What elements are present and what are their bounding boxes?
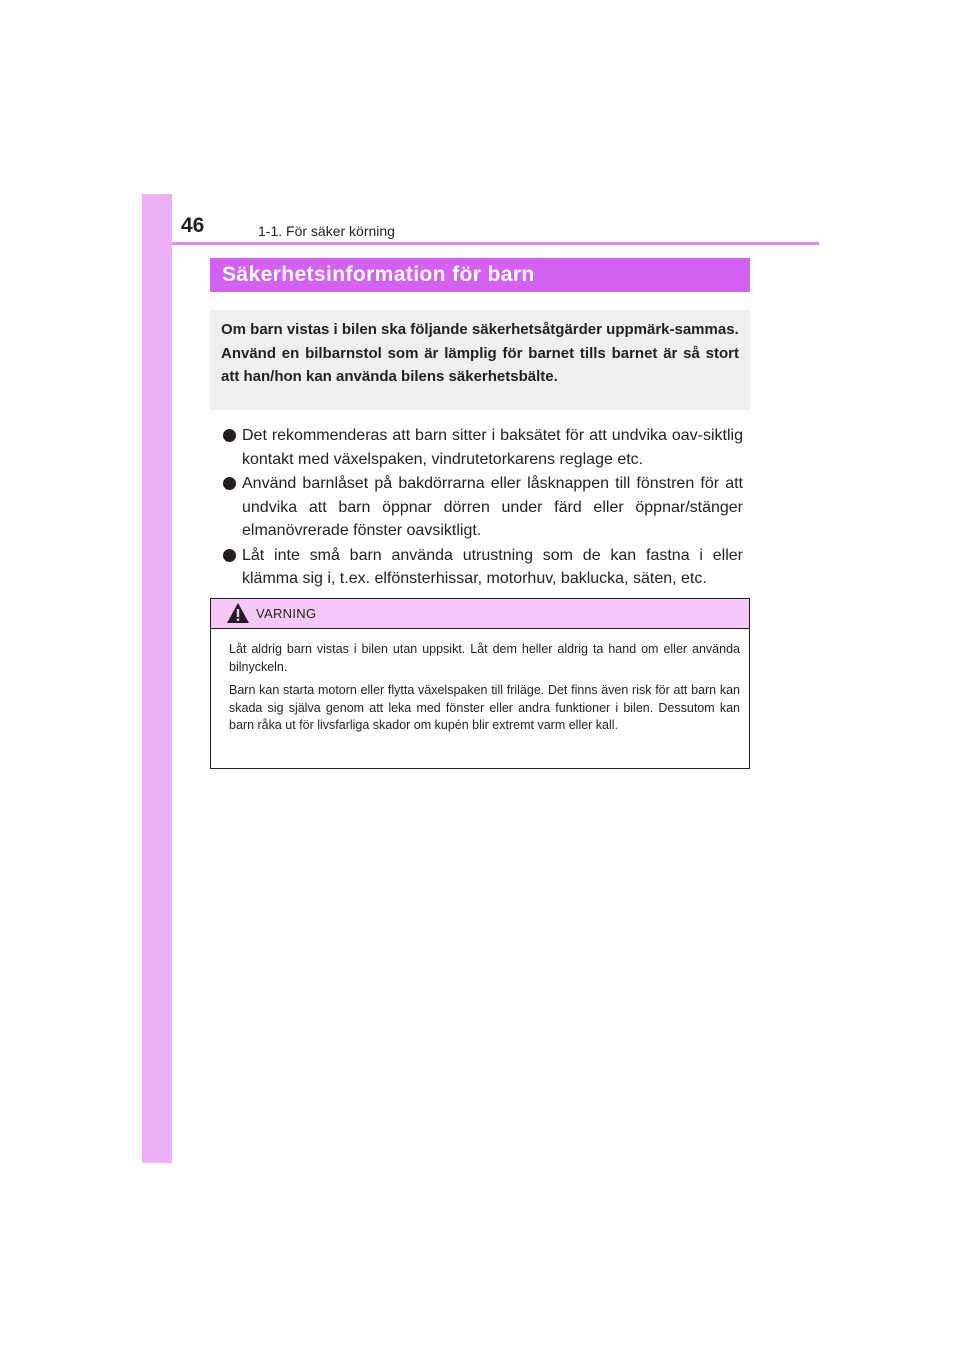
intro-box — [210, 310, 750, 410]
bullet-list — [213, 424, 743, 592]
bullet-icon — [223, 429, 236, 442]
warning-body — [229, 641, 740, 741]
title-banner — [210, 258, 750, 292]
header-divider — [172, 242, 819, 245]
intro-paragraph: Om barn vistas i bilen ska följande säkerhetsåtgärder uppmärk-sammas. — [221, 321, 739, 338]
list-item — [213, 424, 743, 471]
warning-paragraph: Låt aldrig barn vistas i bilen utan uppsikt. Låt dem heller aldrig ta hand om eller använda bilnyckeln. — [229, 642, 740, 674]
bullet-icon — [223, 549, 236, 562]
warning-box — [210, 598, 750, 769]
list-item — [213, 544, 743, 591]
warning-triangle-icon — [226, 602, 250, 624]
bullet-icon — [223, 477, 236, 490]
chapter-tab-sidebar — [142, 194, 172, 1163]
list-item-text: Det rekommenderas att barn sitter i baksätet för att undvika oav-siktlig kontakt med växelspaken, vindrutetorkarens reglage etc. — [242, 427, 743, 468]
warning-header — [211, 599, 749, 629]
warning-paragraph: Barn kan starta motorn eller flytta växelspaken till friläge. Det finns även risk för att barn kan skada sig själva genom att leka med fönster eller andra funktioner i bilen. Dessutom kan barn råka ut för livsfarliga skador om kupén blir extremt varm eller kall. — [229, 683, 740, 732]
list-item-text: Låt inte små barn använda utrustning som de kan fastna i eller klämma sig i, t.ex. elfönsterhissar, motorhuv, baklucka, säten, etc. — [242, 546, 743, 587]
section-title: 1-1. För säker körning — [258, 223, 395, 239]
warning-label: VARNING — [256, 606, 317, 621]
list-item-text: Använd barnlåset på bakdörrarna eller låsknappen till fönstren för att undvika att barn öppnar dörren under färd eller öppnar/stänger elmanövrerade fönster oavsiktligt. — [242, 475, 743, 539]
page-number: 46 — [181, 214, 205, 237]
list-item — [213, 472, 743, 543]
page-title: Säkerhetsinformation för barn — [222, 263, 535, 286]
intro-paragraph: Använd en bilbarnstol som är lämplig för barnet tills barnet är så stort att han/hon kan använda bilens säkerhetsbälte. — [221, 344, 739, 385]
